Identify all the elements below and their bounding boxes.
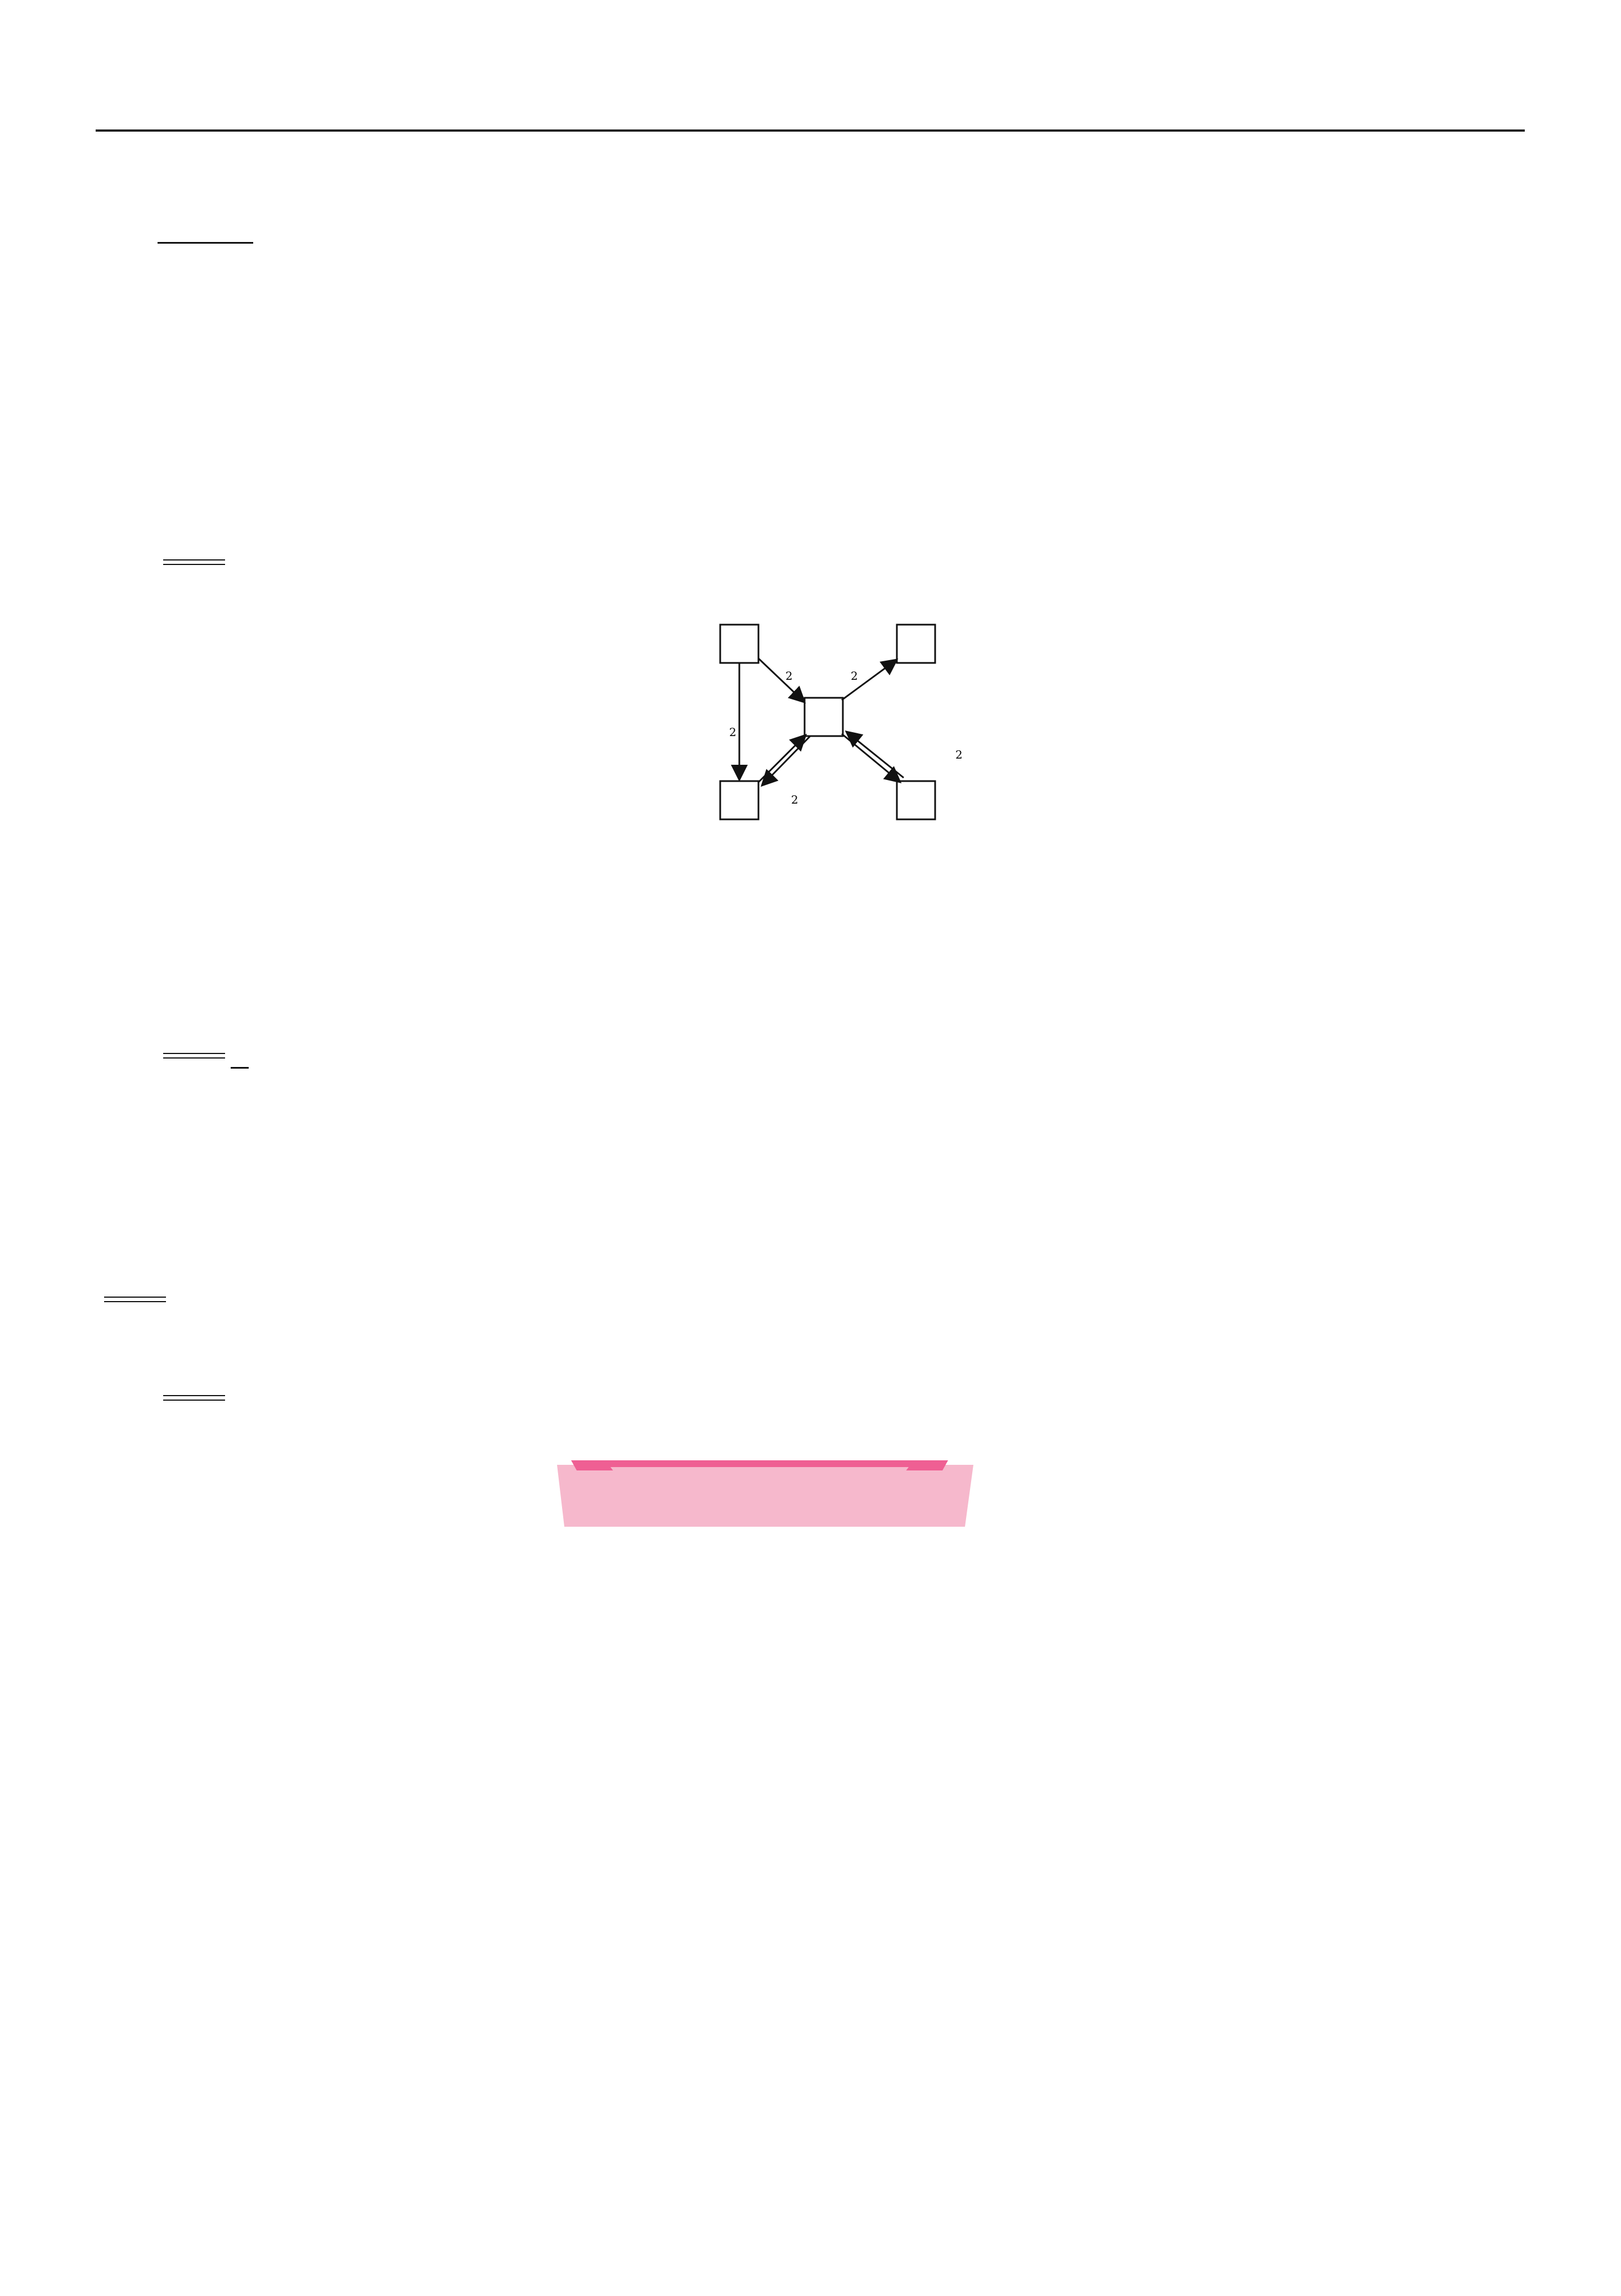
answer-2 (158, 1373, 1587, 1412)
reaction-arrow (158, 1378, 231, 1412)
reaction-arrow (158, 542, 231, 576)
svg-text:2: 2 (785, 669, 793, 683)
reaction-arrow (98, 1280, 172, 1313)
node-a (720, 625, 758, 663)
example-3-q2 (158, 1031, 1587, 1070)
svg-text:2: 2 (791, 793, 798, 806)
answer-blank (158, 214, 253, 244)
answer-1 (158, 537, 1587, 577)
svg-text:2: 2 (851, 669, 858, 683)
node-d (897, 781, 935, 819)
node-e (805, 698, 843, 736)
section-banner (554, 1460, 982, 1529)
node-c (897, 625, 935, 663)
node-b (720, 781, 758, 819)
analysis-b-4 (98, 1275, 1528, 1314)
header-rule (96, 129, 1525, 132)
svg-text:2: 2 (955, 748, 963, 761)
conversion-diagram (715, 619, 973, 833)
reaction-arrow (158, 1036, 231, 1070)
question-3 (158, 211, 1587, 250)
svg-text:2: 2 (729, 725, 737, 739)
